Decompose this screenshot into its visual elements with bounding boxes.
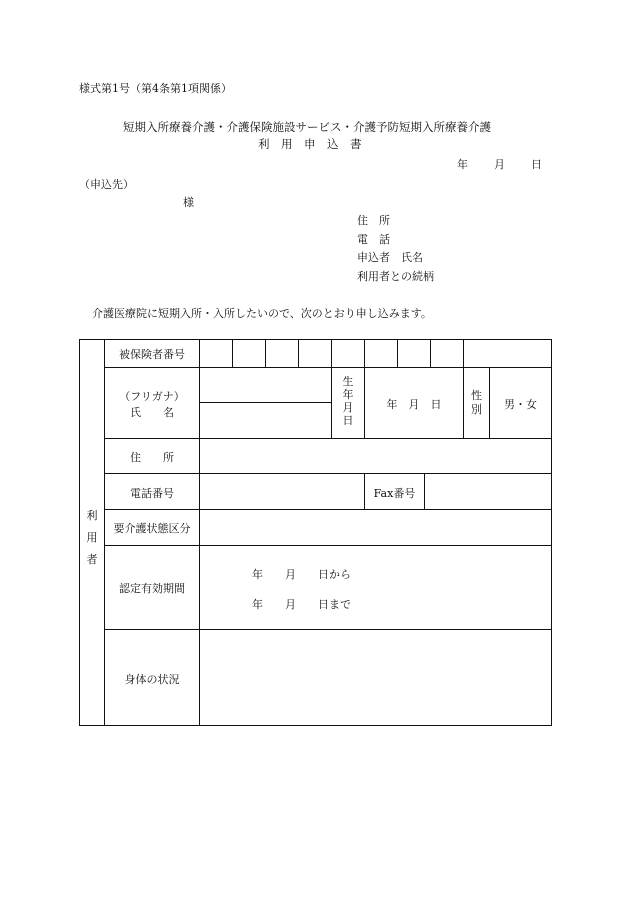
- sex-label: [464, 389, 489, 417]
- user-side-label: [82, 505, 102, 571]
- sex-label-char: 別: [471, 403, 482, 416]
- form-subtitle: 利 用 申 込 書: [258, 137, 362, 151]
- form-title: 短期入所療養介護・介護保険施設サービス・介護予防短期入所療養介護: [123, 120, 491, 134]
- birth-label-char: 年: [342, 388, 354, 401]
- date-month: 月: [494, 158, 505, 171]
- name-label: 氏 名: [130, 406, 174, 419]
- address-label: 住 所: [130, 451, 174, 464]
- birth-date-field[interactable]: 年 月 日: [386, 398, 442, 411]
- phone-label: 電話番号: [130, 487, 174, 500]
- insured-number-label: 被保険者番号: [119, 348, 185, 361]
- statement: 介護医療院に短期入所・入所したいので、次のとおり申し込みます。: [92, 307, 432, 320]
- side-label-char: 用: [86, 531, 98, 544]
- cert-period-label: 認定有効期間: [119, 582, 185, 595]
- sex-options[interactable]: 男・女: [504, 398, 537, 411]
- birth-label: [332, 375, 364, 427]
- period-to[interactable]: 年 月 日まで: [252, 598, 351, 611]
- applicant-address: 住 所: [357, 214, 390, 227]
- applicant-phone: 電 話: [357, 233, 390, 246]
- furigana-label: （フリガナ）: [119, 390, 185, 403]
- date-day: 日: [531, 158, 542, 171]
- date-year: 年: [457, 158, 468, 171]
- fax-label: Fax番号: [373, 487, 416, 500]
- period-from[interactable]: 年 月 日から: [252, 568, 351, 581]
- care-level-label: 要介護状態区分: [113, 522, 191, 535]
- sex-label-char: 性: [471, 389, 482, 402]
- side-label-char: 利: [86, 509, 98, 522]
- side-label-char: 者: [86, 553, 98, 566]
- recipient-suffix: 様: [183, 196, 194, 209]
- recipient-label: （申込先）: [79, 178, 134, 191]
- birth-label-char: 月: [342, 401, 354, 414]
- applicant-name: 申込者 氏名: [357, 251, 423, 264]
- form-number: 様式第1号（第4条第1項関係）: [79, 82, 232, 95]
- birth-label-char: 日: [342, 414, 354, 427]
- birth-label-char: 生: [342, 375, 354, 388]
- physical-condition-label: 身体の状況: [124, 673, 180, 686]
- applicant-relation: 利用者との続柄: [357, 270, 434, 283]
